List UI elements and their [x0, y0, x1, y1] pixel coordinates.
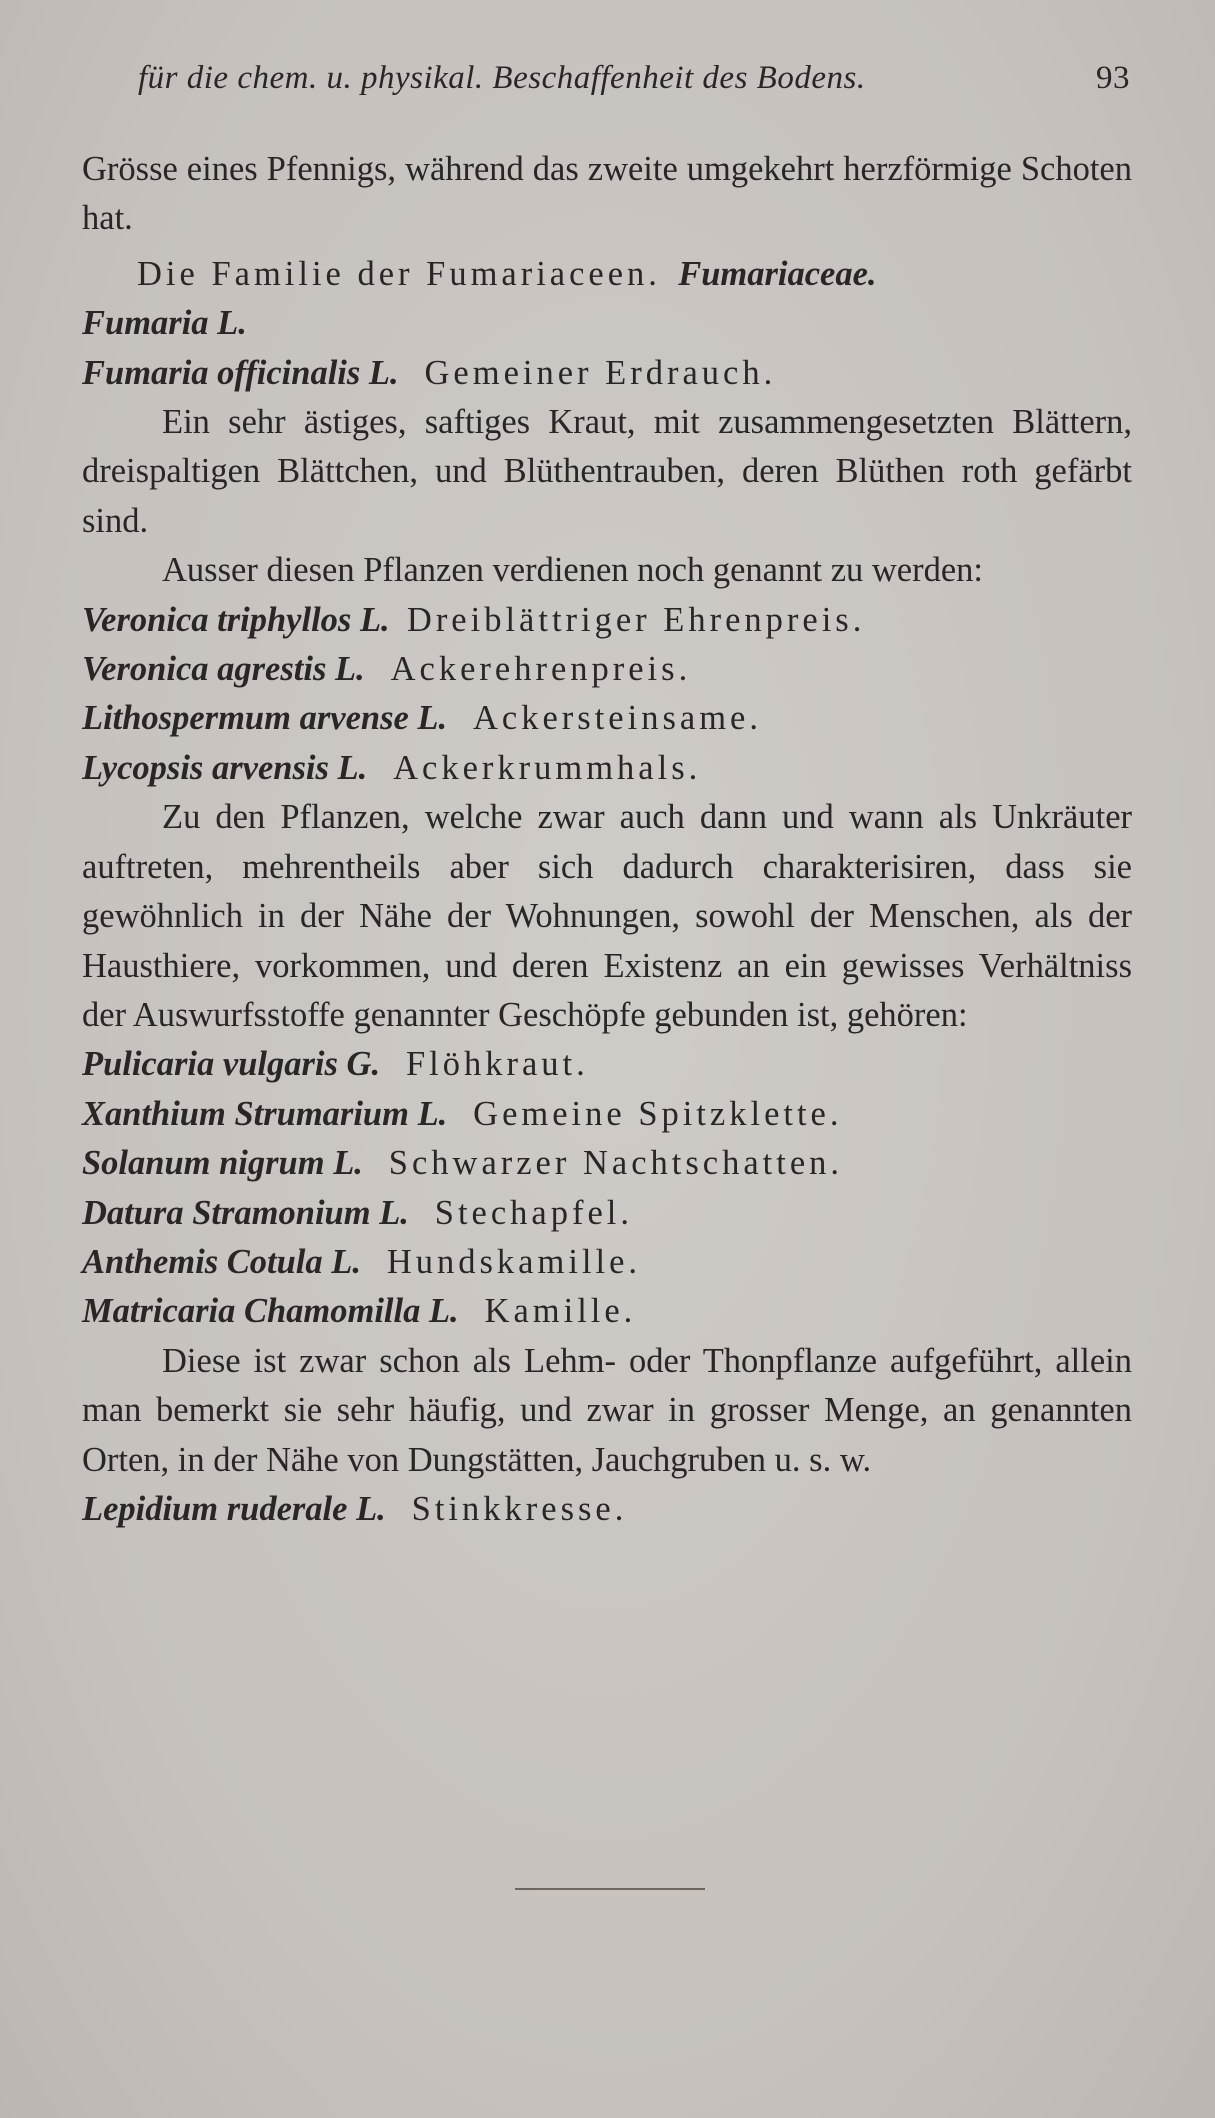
family-heading	[137, 250, 1132, 299]
species-lepidium-ruderale: Lepidium ruderale L. Stinkkresse.	[82, 1489, 628, 1528]
species-item: Xanthium Strumarium L. Gemeine Spitzklette.	[82, 1094, 843, 1133]
page-header	[130, 60, 1130, 110]
species-item: Datura Stramonium L. Stechapfel.	[82, 1193, 634, 1232]
page-number: 93	[1096, 60, 1130, 96]
intro-paragraph: Ausser diesen Pflanzen verdienen noch genannt zu werden:	[162, 551, 983, 590]
habitat-paragraph: Zu den Pflanzen, welche zwar auch dann und wann als Unkräuter auftreten, mehrentheils aber sich dadurch charakterisiren, dass sie gewöhnlich in der Nähe der Wohnungen, sowohl der Menschen, als der Hausthiere, vorkommen, und deren Existenz an ein gewisses Verhältniss der Auswurfsstoffe genannter Geschöpfe gebunden ist, gehören:	[82, 798, 1132, 1034]
species-item: Lycopsis arvensis L. Ackerkrummhals.	[82, 748, 702, 787]
genus-fumaria: Fumaria L.	[82, 304, 247, 343]
species-item: Veronica triphyllos L. Dreiblättriger Ehrenpreis.	[82, 600, 866, 639]
description-paragraph: Ein sehr ästiges, saftiges Kraut, mit zusammengesetzten Blättern, dreispaltigen Blättchen, und Blüthentrauben, deren Blüthen roth gefärbt sind.	[82, 403, 1132, 540]
family-name: Die Familie der Fumariaceen.	[137, 254, 661, 293]
species-item: Pulicaria vulgaris G. Flöhkraut.	[82, 1045, 589, 1084]
running-title: für die chem. u. physikal. Beschaffenheit des Bodens.	[138, 60, 866, 96]
species-item: Veronica agrestis L. Ackerehrenpreis.	[82, 650, 692, 689]
species-item: Matricaria Chamomilla L. Kamille.	[82, 1292, 637, 1331]
species-item: Anthemis Cotula L. Hundskamille.	[82, 1242, 642, 1281]
family-latin: Fumariaceae.	[678, 254, 877, 293]
species-list-fields	[82, 596, 1132, 794]
species-list-dwellings	[82, 1040, 1132, 1336]
paragraph-continuation: Grösse eines Pfennigs, während das zweite umgekehrt herzförmige Schoten hat.	[82, 150, 1132, 238]
species-fumaria-officinalis: Fumaria officinalis L. Gemeiner Erdrauch.	[82, 353, 777, 392]
note-paragraph: Diese ist zwar schon als Lehm- oder Thonpflanze aufgeführt, allein man bemerkt sie sehr häufig, und zwar in grosser Menge, an genannten Orten, in der Nähe von Dungstätten, Jauchgruben u. s. w.	[82, 1341, 1132, 1479]
section-divider	[515, 1888, 705, 1890]
species-item: Solanum nigrum L. Schwarzer Nachtschatten.	[82, 1144, 844, 1183]
page-body	[82, 145, 1132, 1534]
species-item: Lithospermum arvense L. Ackersteinsame.	[82, 699, 762, 738]
